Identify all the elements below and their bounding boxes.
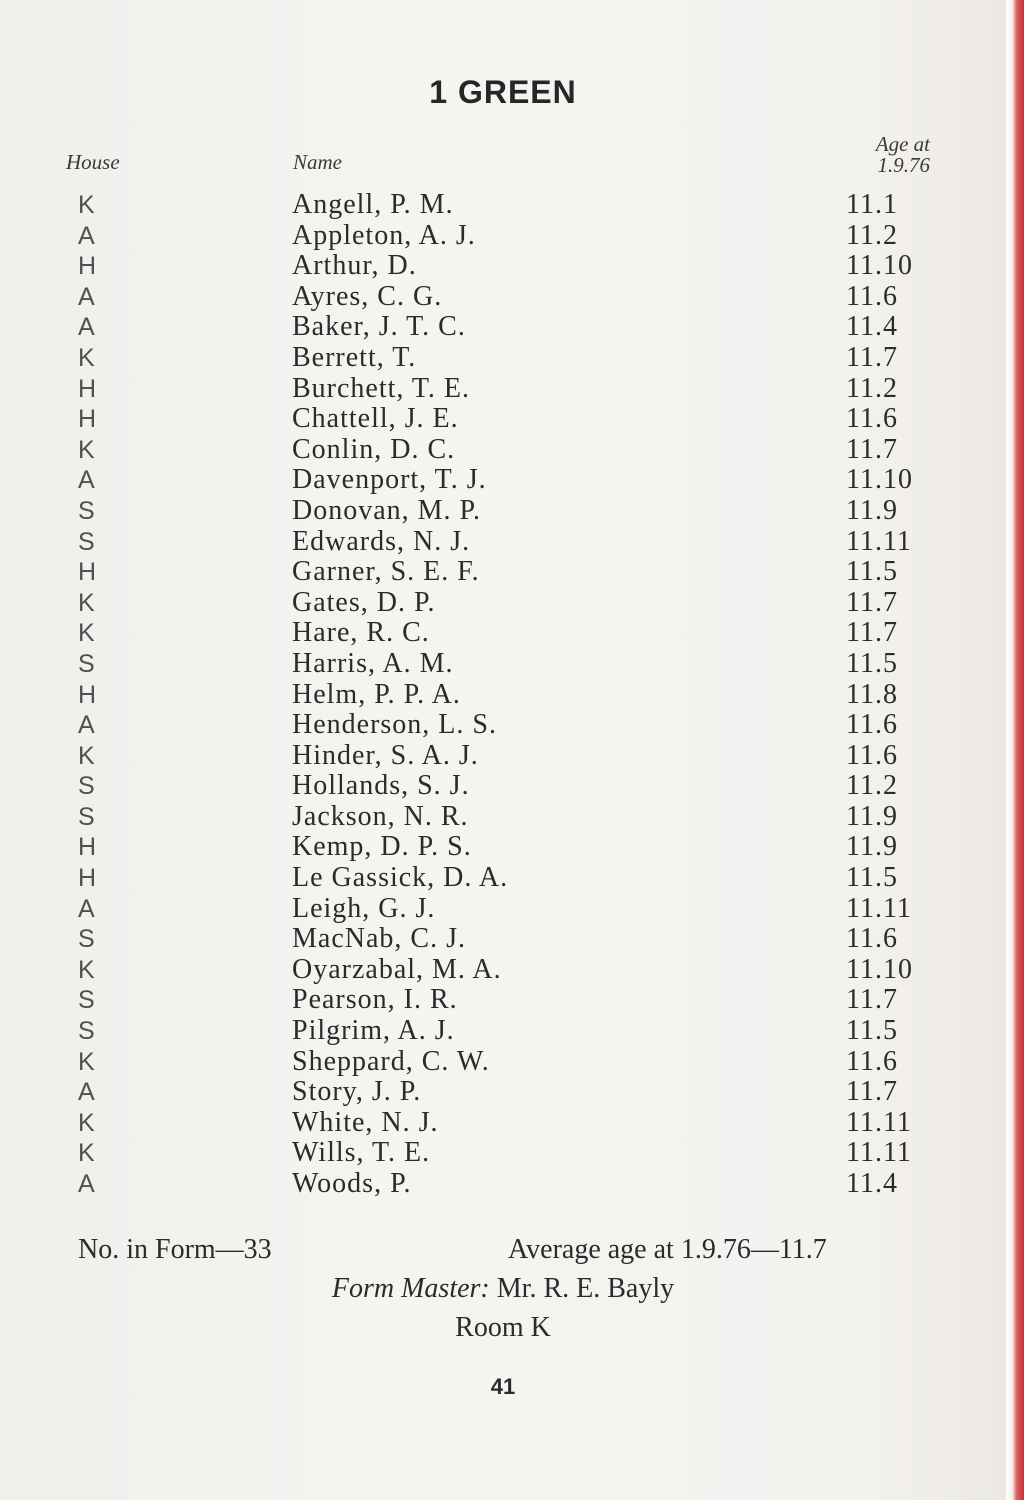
pupil-age: 11.4 [846,311,898,343]
pupil-name: Chattell, J. E. [292,403,459,435]
pupil-age: 11.5 [846,862,898,894]
pupil-name: Sheppard, C. W. [292,1045,490,1077]
pupil-age: 11.10 [846,953,913,985]
house-letter: S [78,925,95,954]
pupil-name: Story, J. P. [292,1076,422,1108]
house-letter: S [78,527,95,556]
list-item [0,771,1006,802]
list-item [0,1108,1006,1139]
pupil-age: 11.11 [846,1137,912,1169]
house-letter: A [78,1078,95,1107]
pupil-name: Henderson, L. S. [292,709,497,741]
list-item [0,863,1006,894]
pupil-age: 11.10 [846,464,913,496]
pupil-name: Angell, P. M. [292,189,454,220]
house-letter: S [78,496,95,525]
house-letter: A [78,313,95,342]
pupil-name: Arthur, D. [292,250,417,282]
pupil-name: Harris, A. M. [292,647,454,679]
pupil-age: 11.11 [846,892,912,924]
pupil-name: Appleton, A. J. [292,219,476,251]
list-item [0,710,1006,741]
house-letter: S [78,802,95,831]
pupil-age: 11.4 [846,1168,898,1199]
average-age: Average age at 1.9.76—11.7 [508,1234,827,1265]
pupil-name: White, N. J. [292,1106,439,1138]
house-letter: K [78,1108,95,1137]
list-item [0,251,1006,282]
house-letter: K [78,588,95,617]
house-letter: H [78,252,97,281]
list-item [0,985,1006,1016]
age-header-line-1: Age at [875,132,930,156]
house-letter: A [78,466,95,495]
pupil-age: 11.7 [846,984,898,1016]
pupil-name: Edwards, N. J. [292,525,471,557]
pupil-name: Ayres, C. G. [292,280,443,312]
house-letter: K [78,741,95,770]
pupil-name: Pearson, I. R. [292,984,458,1016]
list-item [0,190,1006,221]
page-number: 41 [490,1374,516,1399]
pupil-age: 11.5 [846,556,898,588]
list-item [0,1077,1006,1108]
house-letter: H [78,833,97,862]
pupil-list [0,190,1006,1200]
pupil-name: Hollands, S. J. [292,770,470,802]
pupil-name: Donovan, M. P. [292,494,482,526]
pupil-name: Gates, D. P. [292,586,436,618]
pupil-name: Garner, S. E. F. [292,556,480,588]
pupil-age: 11.11 [846,1106,912,1138]
list-item [0,374,1006,405]
house-letter: A [78,1170,95,1198]
pupil-name: Berrett, T. [292,341,417,373]
house-letter: K [78,343,95,372]
pupil-age: 11.5 [846,647,898,679]
house-letter: K [78,1139,95,1168]
list-item [0,221,1006,252]
house-letter: K [78,191,95,219]
form-master-name: Mr. R. E. Bayly [496,1273,675,1304]
pupil-age: 11.6 [846,280,898,312]
house-letter: H [78,558,97,587]
house-letter: A [78,221,95,250]
pupil-name: Jackson, N. R. [292,800,469,832]
list-item [0,435,1006,466]
pupil-age: 11.6 [846,1045,898,1077]
list-item [0,618,1006,649]
pupil-age: 11.1 [846,189,898,220]
list-item [0,1138,1006,1169]
house-letter: S [78,1017,95,1046]
house-letter: K [78,955,95,984]
pupil-age: 11.7 [846,433,898,465]
pupil-name: Conlin, D. C. [292,433,456,465]
house-letter: H [78,374,97,403]
pupil-age: 11.6 [846,403,898,435]
pupil-name: Hinder, S. A. J. [292,739,479,771]
pupil-name: Kemp, D. P. S. [292,831,472,863]
age-column-header [820,134,930,176]
number-in-form: No. in Form—33 [78,1234,272,1265]
pupil-age: 11.2 [846,219,898,251]
house-letter: S [78,986,95,1015]
house-letter: S [78,772,95,801]
house-letter: H [78,864,97,893]
house-letter: K [78,619,95,648]
house-letter: H [78,680,97,709]
house-letter: A [78,711,95,740]
list-item [0,465,1006,496]
pupil-name: Davenport, T. J. [292,464,487,496]
form-title: 1 GREEN [429,74,577,110]
pupil-age: 11.6 [846,923,898,955]
form-master-label: Form Master: [331,1273,490,1304]
list-item [0,894,1006,925]
list-item [0,588,1006,619]
page-edge [1006,0,1024,1500]
pupil-age: 11.7 [846,1076,898,1108]
pupil-age: 11.9 [846,831,898,863]
pupil-age: 11.2 [846,372,898,404]
list-item [0,1047,1006,1078]
house-letter: A [78,894,95,923]
list-item [0,1169,1006,1200]
pupil-age: 11.7 [846,617,898,649]
pupil-age: 11.10 [846,250,913,282]
pupil-age: 11.6 [846,739,898,771]
pupil-name: Wills, T. E. [292,1137,431,1169]
list-item [0,282,1006,313]
pupil-name: Oyarzabal, M. A. [292,953,502,985]
house-letter: S [78,649,95,678]
list-item [0,680,1006,711]
house-letter: K [78,1047,95,1076]
list-item [0,955,1006,986]
room: Room K [455,1312,551,1343]
pupil-age: 11.9 [846,800,898,832]
pupil-age: 11.11 [846,525,912,557]
form-master [0,1273,1006,1305]
pupil-name: Leigh, G. J. [292,892,436,924]
pupil-name: Burchett, T. E. [292,372,471,404]
pupil-age: 11.7 [846,341,898,373]
house-letter: H [78,405,97,434]
pupil-age: 11.6 [846,709,898,741]
list-item [0,343,1006,374]
pupil-age: 11.7 [846,586,898,618]
list-item [0,496,1006,527]
house-column-header: House [66,150,120,174]
name-column-header: Name [293,150,342,174]
list-item [0,1016,1006,1047]
list-item [0,649,1006,680]
list-item [0,741,1006,772]
list-item [0,832,1006,863]
pupil-age: 11.8 [846,678,898,710]
age-header-line-2: 1.9.76 [877,153,930,177]
pupil-name: Baker, J. T. C. [292,311,466,343]
pupil-age: 11.2 [846,770,898,802]
list-item [0,557,1006,588]
pupil-name: Woods, P. [292,1168,412,1199]
pupil-name: Helm, P. P. A. [292,678,461,710]
house-letter: A [78,282,95,311]
list-item [0,527,1006,558]
pupil-name: MacNab, C. J. [292,923,466,955]
pupil-name: Le Gassick, D. A. [292,862,509,894]
pupil-age: 11.9 [846,494,898,526]
list-item [0,404,1006,435]
list-item [0,312,1006,343]
pupil-name: Pilgrim, A. J. [292,1015,455,1047]
house-letter: K [78,435,95,464]
pupil-age: 11.5 [846,1015,898,1047]
list-item [0,802,1006,833]
pupil-name: Hare, R. C. [292,617,430,649]
list-item [0,924,1006,955]
